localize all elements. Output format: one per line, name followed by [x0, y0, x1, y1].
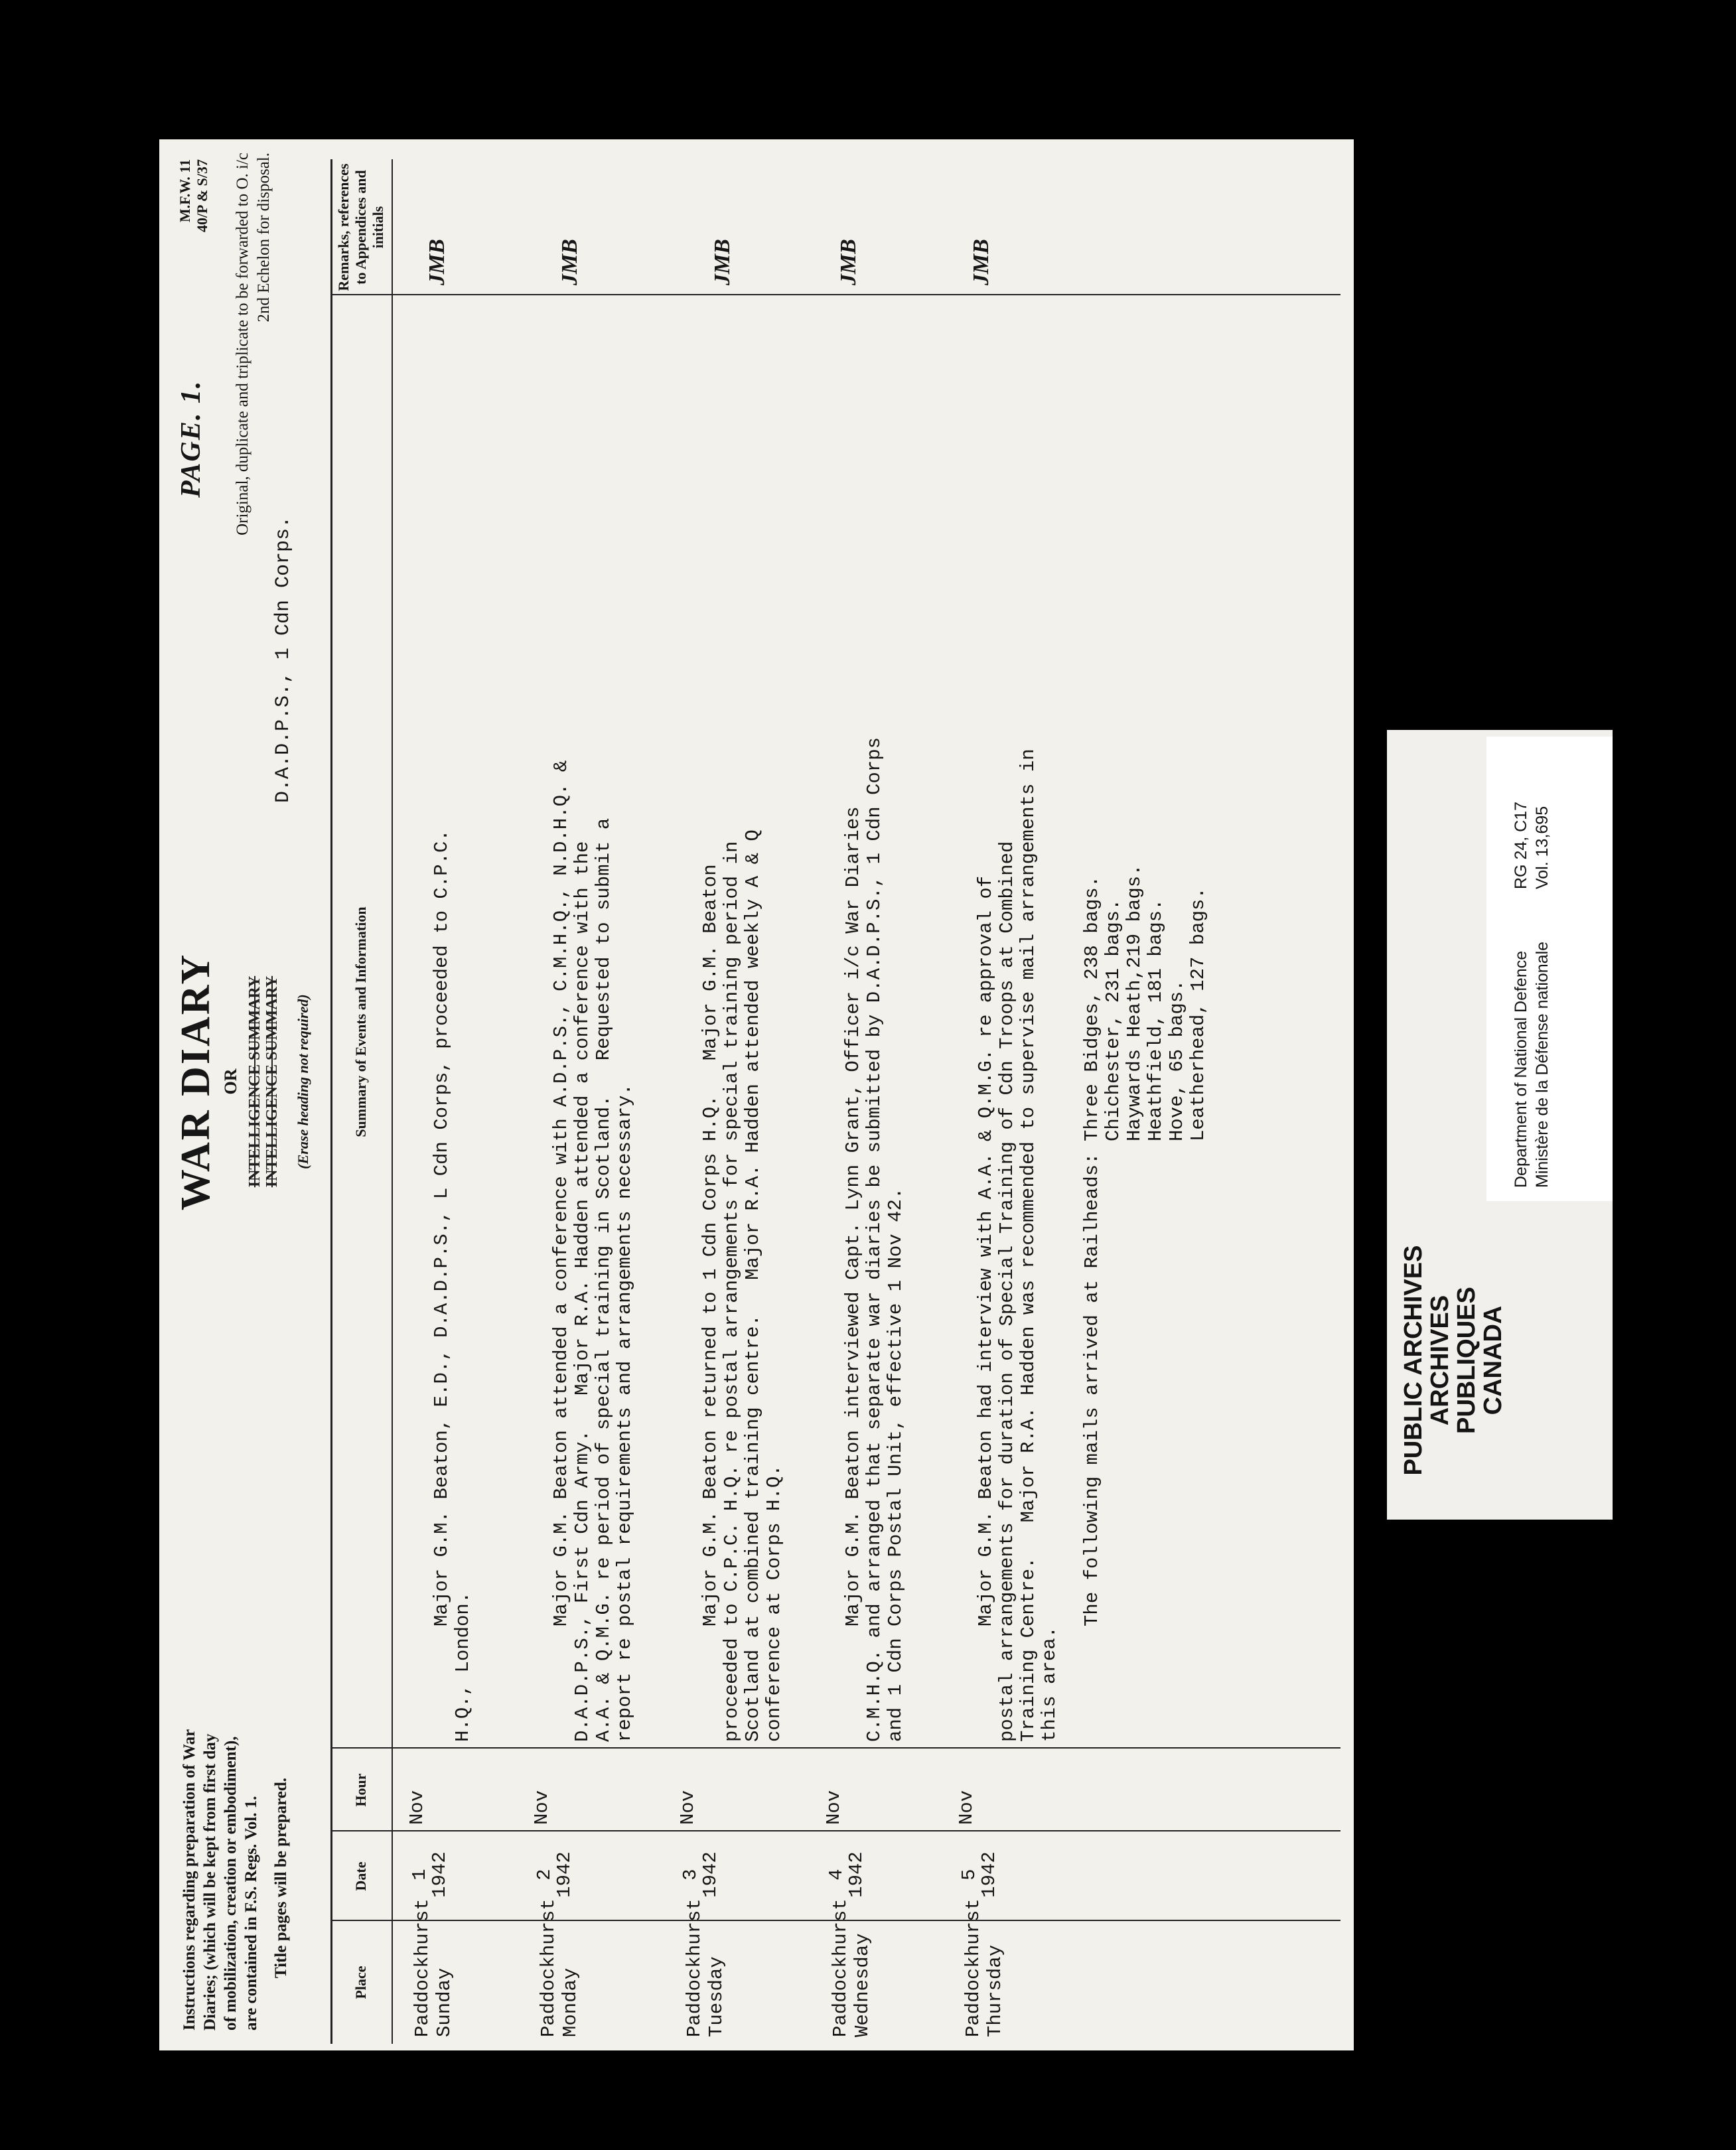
entry-date	[827, 1835, 867, 1914]
form-number: M.F.W. 11	[177, 159, 193, 222]
entry-place: Paddockhurst Monday	[538, 1899, 581, 2037]
department-name	[1510, 942, 1553, 1188]
entry-place: Paddockhurst Thursday	[962, 1899, 1006, 2037]
entry-summary: Major G.M. Beaton attended a conference with A.D.P.S., C.M.H.Q., N.D.H.Q. & D.A.D.P.S., First Cdn Army. Major R.A. Hadden attended a conference with the A.A. & Q.M.G. re period of special training in Scotland. Requested to submit a report re postal requirements and arrangements necessary.	[550, 760, 636, 1742]
department-en: Department of National Defence	[1512, 950, 1530, 1188]
page-title: WAR DIARY	[173, 952, 218, 1211]
entry-initials: JMB	[710, 239, 735, 285]
page-number: PAGE. 1.	[176, 380, 206, 498]
title-block	[173, 883, 281, 1281]
instructions-text: Instructions regarding preparation of War Diaries; (which will be kept from first day of mobilization, creation or embodiment), are contained in F.S. Regs. Vol. 1.	[181, 1729, 260, 2031]
entry-date-year: 1942	[429, 1851, 451, 1898]
entry-summary: Major G.M. Beaton had interview with A.A. & Q.M.G. re approval of postal arrangements for duration of Special Training of Cdn Troops at Combined Training Centre. Major R.A. Hadden was recommended to supervise mail arrangements in this area. The following mails arrived at Railheads: Three Bidges, 238 bags. Chichester, 231 bags. Haywards Heath,219 bags. Heathfield, 181 bags. Hove, 65 bags. Leatherhead, 127 bags.	[975, 749, 1209, 1742]
entry-date-year: 1942	[845, 1851, 867, 1898]
entry-date-day: 1	[409, 1869, 431, 1881]
record-reference	[1510, 802, 1553, 889]
erased-heading-2: INTELLIGENCE SUMMARY	[263, 975, 281, 1188]
instructions-block	[179, 1725, 291, 2031]
entry-hour: Nov	[406, 1790, 428, 1825]
war-diary-sheet-wrapper	[159, 139, 1354, 2050]
col-divider-remarks	[330, 294, 1340, 295]
entry-summary: Major G.M. Beaton, E.D., D.A.D.P.S., L Cdn Corps, proceeded to C.P.C. H.Q., London.	[431, 829, 474, 1742]
record-volume: Vol. 13,695	[1533, 806, 1552, 889]
entry-date-day: 5	[958, 1869, 980, 1881]
entry-date	[960, 1835, 999, 1914]
entry-date-year: 1942	[699, 1851, 721, 1898]
entry-summary: Major G.M. Beaton interviewed Capt. Lynn Grant, Officer i/c War Diaries C.M.H.Q. and arranged that separate war diaries be submitted by D.A.D.P.S., 1 Cdn Corps and 1 Cdn Corps Postal Unit, effective 1 Nov 42.	[842, 737, 906, 1742]
column-header-summary: Summary of Events and Information	[352, 906, 369, 1137]
entry-place: Paddockhurst Sunday	[411, 1899, 455, 2037]
entry-date-day: 4	[826, 1869, 847, 1881]
war-diary-sheet	[159, 139, 1354, 2050]
entry-date	[681, 1835, 721, 1914]
table-header-rule	[392, 159, 393, 2044]
erase-note: (Erase heading not required)	[295, 994, 311, 1169]
unit-name: D.A.D.P.S., 1 Cdn Corps.	[272, 516, 295, 803]
archive-title-fr: ARCHIVES PUBLIQUES	[1426, 1287, 1481, 1434]
entry-date-day: 2	[534, 1869, 555, 1881]
form-id	[177, 159, 211, 285]
column-header-hour: Hour	[352, 1773, 369, 1807]
entry-initials: JMB	[425, 239, 449, 285]
distribution-note: Original, duplicate and triplicate to be forwarded to O. i/c 2nd Echelon for disposal.	[234, 153, 273, 536]
column-header-date: Date	[352, 1861, 369, 1891]
col-divider-date	[330, 1830, 1340, 1831]
entry-hour: Nov	[677, 1790, 699, 1825]
entry-hour: Nov	[956, 1790, 977, 1825]
erased-heading-1: INTELLIGENCE SUMMARY	[246, 975, 263, 1188]
entry-place: Paddockhurst Tuesday	[684, 1899, 727, 2037]
title-pages-note: Title pages will be prepared.	[272, 1777, 290, 1979]
archive-reference-label	[1486, 737, 1613, 1201]
entry-initials: JMB	[557, 239, 582, 285]
entry-place: Paddockhurst Wednesday	[830, 1899, 873, 2037]
entry-date	[535, 1835, 575, 1914]
department-fr: Ministère de la Défense nationale	[1533, 941, 1552, 1188]
entry-date-day: 3	[680, 1869, 701, 1881]
archive-card	[1387, 730, 1613, 1520]
form-code: 40/P & S/37	[194, 159, 210, 233]
entry-hour: Nov	[531, 1790, 553, 1825]
entry-initials: JMB	[969, 239, 993, 285]
entry-date-year: 1942	[553, 1851, 575, 1898]
column-header-remarks: Remarks, references to Appendices and initials	[335, 163, 386, 291]
column-header-place: Place	[352, 1966, 369, 1999]
entry-initials: JMB	[836, 239, 861, 285]
archive-title	[1400, 1221, 1506, 1500]
col-divider-hour	[330, 1747, 1340, 1749]
archive-card-inner	[1387, 730, 1613, 1520]
entry-hour: Nov	[823, 1790, 845, 1825]
or-text: OR	[221, 1068, 240, 1095]
entry-summary: Major G.M. Beaton returned to 1 Cdn Corps H.Q. Major G.M. Beaton proceeded to C.P.C. H.Q. re postal arrangements for special training period in Scotland at combined training centre. Major R.A. Hadden attended weekly A & Q conference at Corps H.Q.	[699, 829, 785, 1742]
archive-card-wrapper	[1387, 730, 1613, 1520]
record-group: RG 24, C17	[1512, 801, 1530, 889]
entry-date	[410, 1835, 450, 1914]
archive-country: CANADA	[1479, 1305, 1507, 1415]
entry-date-year: 1942	[978, 1851, 1000, 1898]
archive-title-en: PUBLIC ARCHIVES	[1400, 1245, 1427, 1476]
